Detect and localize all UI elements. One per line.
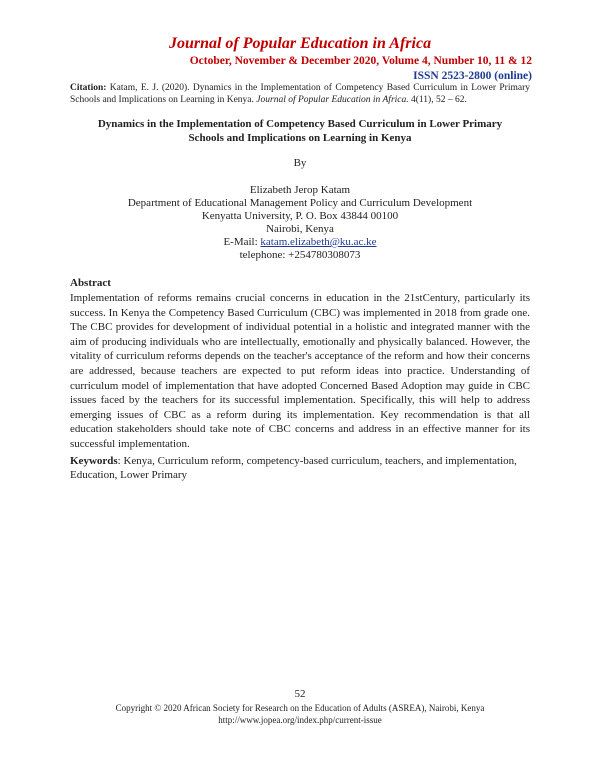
journal-title: Journal of Popular Education in Africa: [168, 35, 432, 52]
issn: ISSN 2523-2800 (online): [413, 70, 532, 82]
issue-line: October, November & December 2020, Volume 4, Number 10, 11 & 12: [189, 55, 532, 67]
author-block: [0, 184, 600, 262]
abstract-body: Implementation of reforms remains crucial concerns in education in the 21stCentury, particularly its success. In Kenya the Competency Based Curriculum (CBC) was implemented in 2018 from grade one. The CBC provides for development of individual potential in a holistic and integrated manner with the aim of producing individuals who are intellectually, emotionally and physically balanced. However, the vitality of curriculum reforms depends on the teacher's acceptance of the reform and how their concerns are addressed, because teachers are expected to put reform ideas into practice. Understanding of curriculum model of implementation that have adopted Concerned Based Adoption may guide in CBC issues faced by the teachers for its successful implementation. Specifically, this will help to address emerging issues of CBC as a reform during its implementation. Key recommendation is that all education stakeholders should take note of CBC concerns and address in an effective manner for its successful implementation.: [70, 292, 530, 450]
university: Kenyatta University, P. O. Box 43844 00100: [201, 210, 399, 222]
byline: By: [293, 157, 307, 169]
footer-url[interactable]: http://www.jopea.org/index.php/current-issue: [218, 715, 382, 725]
citation-label: Citation:: [70, 83, 107, 93]
department: Department of Educational Management Policy and Curriculum Development: [127, 197, 473, 209]
email-label: E-Mail:: [223, 236, 258, 248]
telephone: telephone: +254780308073: [239, 249, 361, 261]
author-name: Elizabeth Jerop Katam: [249, 184, 351, 196]
location: Nairobi, Kenya: [266, 223, 334, 235]
copyright: Copyright © 2020 African Society for Research on the Education of Adults (ASREA), Nairobi, Kenya: [115, 703, 485, 713]
citation-journal: Journal of Popular Education in Africa.: [256, 95, 409, 105]
keywords: [70, 454, 530, 482]
keywords-label: Keywords: [70, 455, 118, 467]
citation-text: Katam, E. J. (2020). Dynamics in the Implementation of Competency Based Curriculum in Lower Primary Schools and Implications on Learning in Kenya.: [70, 83, 530, 105]
footer: [0, 702, 600, 726]
page-number: 52: [294, 688, 306, 700]
citation-volume: 4(11), 52 – 62.: [408, 95, 467, 105]
citation: [70, 82, 530, 106]
email-line: [0, 236, 600, 249]
article-title: Dynamics in the Implementation of Competency Based Curriculum in Lower Primary Schools and Implications on Learning in Kenya: [97, 118, 503, 144]
keywords-text: : Kenya, Curriculum reform, competency-based curriculum, teachers, and implementation, Education, Lower Primary: [70, 455, 517, 481]
abstract-heading: Abstract: [70, 277, 111, 289]
email-link[interactable]: katam.elizabeth@ku.ac.ke: [260, 236, 377, 248]
